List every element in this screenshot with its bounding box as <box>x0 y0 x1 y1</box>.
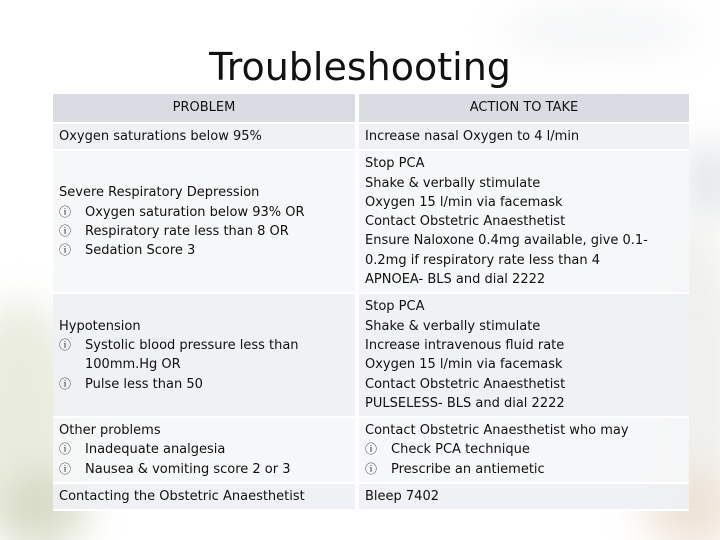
action-cell <box>359 418 689 484</box>
action-line: Contact Obstetric Anaesthetist <box>365 376 566 392</box>
action-line: Contact Obstetric Anaesthetist <box>365 214 566 230</box>
alert-circle-icon: ⓘ <box>59 243 72 258</box>
table-row <box>53 151 689 294</box>
page-title: Troubleshooting <box>209 45 511 89</box>
bullet-text: Nausea & vomiting score 2 or 3 <box>85 461 291 477</box>
troubleshooting-table <box>53 94 689 511</box>
table-row <box>53 418 689 484</box>
table-header-row <box>53 94 689 124</box>
bullet-item <box>59 375 349 394</box>
table-row <box>53 484 689 511</box>
bullet-text: Prescribe an antiemetic <box>391 461 545 477</box>
bullet-text: Systolic blood pressure less than 100mm.Hg OR <box>85 337 299 373</box>
column-header-action: ACTION TO TAKE <box>359 94 689 124</box>
problem-cell <box>53 294 359 418</box>
problem-cell <box>53 151 359 294</box>
problem-text: Severe Respiratory Depression <box>59 185 260 201</box>
bullet-item <box>59 241 349 260</box>
bullet-text: Pulse less than 50 <box>85 376 203 392</box>
problem-cell <box>53 124 359 151</box>
bullet-item <box>59 222 349 241</box>
alert-circle-icon: ⓘ <box>59 461 72 476</box>
action-line: 0.2mg if respiratory rate less than 4 <box>365 252 601 268</box>
action-line: Shake & verbally stimulate <box>365 175 541 191</box>
action-line: Increase intravenous fluid rate <box>365 337 565 353</box>
action-line: APNOEA- BLS and dial 2222 <box>365 272 546 288</box>
bullet-text: Sedation Score 3 <box>85 243 196 259</box>
table-row <box>53 124 689 151</box>
bullet-text: Check PCA technique <box>391 442 530 458</box>
problem-text: Oxygen saturations below 95% <box>59 129 262 144</box>
alert-circle-icon: ⓘ <box>365 461 378 476</box>
bullet-item <box>59 203 349 222</box>
alert-circle-icon: ⓘ <box>59 204 72 219</box>
alert-circle-icon: ⓘ <box>59 376 72 391</box>
problem-cell <box>53 418 359 484</box>
action-line: Stop PCA <box>365 156 425 172</box>
bullet-item <box>365 440 683 459</box>
alert-circle-icon: ⓘ <box>365 442 378 457</box>
action-line: Oxygen 15 l/min via facemask <box>365 357 563 373</box>
alert-circle-icon: ⓘ <box>59 337 72 352</box>
action-cell <box>359 151 689 294</box>
alert-circle-icon: ⓘ <box>59 223 72 238</box>
action-line: Ensure Naloxone 0.4mg available, give 0.1- <box>365 233 648 249</box>
problem-text: Hypotension <box>59 318 141 334</box>
action-line: PULSELESS- BLS and dial 2222 <box>365 395 565 411</box>
bullet-item <box>365 460 683 479</box>
action-line: Shake & verbally stimulate <box>365 318 541 334</box>
action-cell <box>359 124 689 151</box>
action-cell <box>359 484 689 511</box>
action-cell <box>359 294 689 418</box>
bullet-text: Oxygen saturation below 93% OR <box>85 204 305 220</box>
action-line: Oxygen 15 l/min via facemask <box>365 194 563 210</box>
problem-text: Other problems <box>59 423 161 439</box>
action-line: Contact Obstetric Anaesthetist who may <box>365 423 629 439</box>
bullet-item <box>59 440 349 459</box>
action-line: Increase nasal Oxygen to 4 l/min <box>365 129 580 144</box>
column-header-problem: PROBLEM <box>53 94 359 124</box>
bullet-item <box>59 336 349 375</box>
bullet-text: Inadequate analgesia <box>85 442 226 458</box>
action-line: Stop PCA <box>365 299 425 315</box>
problem-text: Contacting the Obstetric Anaesthetist <box>59 489 305 505</box>
bullet-item <box>59 460 349 479</box>
problem-cell <box>53 484 359 511</box>
table-row <box>53 294 689 418</box>
alert-circle-icon: ⓘ <box>59 442 72 457</box>
bullet-text: Respiratory rate less than 8 OR <box>85 223 289 239</box>
action-line: Bleep 7402 <box>365 489 439 505</box>
